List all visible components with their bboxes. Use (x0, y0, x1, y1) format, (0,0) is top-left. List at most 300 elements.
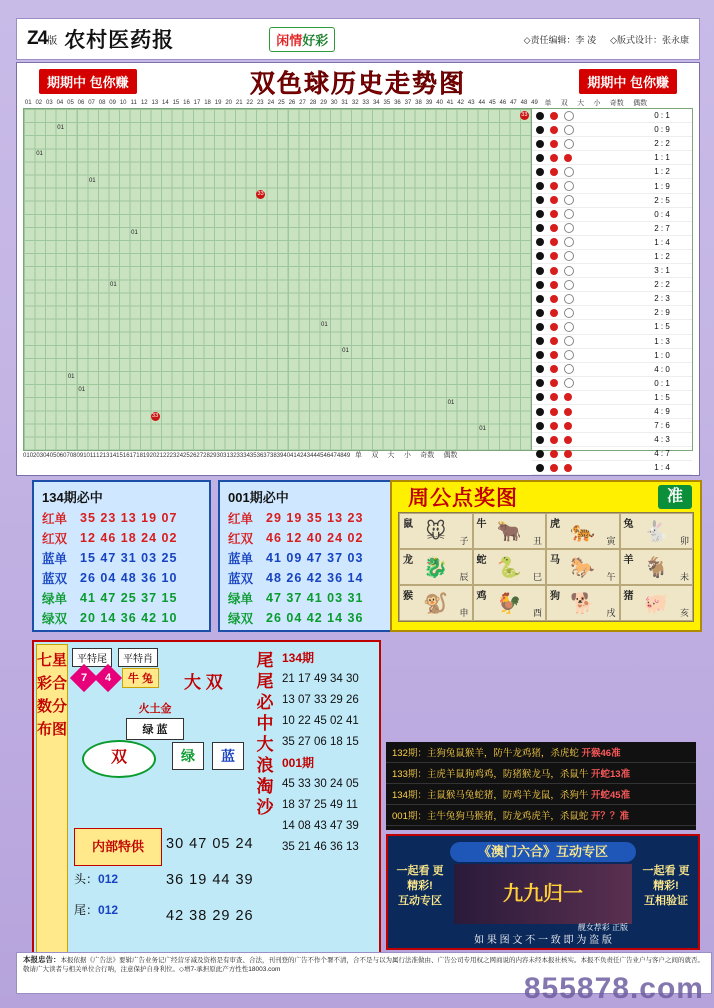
zodiac-panel (390, 480, 702, 632)
number-row (220, 528, 395, 548)
accuracy-badge: 准 (658, 485, 692, 509)
odd-even-value: 1 : 2 (654, 251, 670, 261)
zodiac-branch: 未 (679, 572, 689, 582)
watermark: 855878.com (523, 972, 704, 1005)
odd-even-value: 7 : 6 (654, 421, 670, 431)
grid-col-label-12: 12 (140, 100, 148, 106)
stat-dot-icon (564, 111, 574, 121)
grid-mark: 01 (88, 177, 96, 184)
banner-right-slogan: 期期中 包你赚 (579, 69, 677, 94)
da-label: 大 (184, 673, 201, 692)
stat-row (532, 391, 692, 405)
number-row (34, 588, 209, 608)
diamond-numbers (74, 668, 159, 688)
odd-even-value: 1 : 2 (654, 167, 670, 177)
stat-dots (532, 251, 632, 261)
head-label: 头： (74, 872, 99, 886)
tip-row (386, 805, 696, 826)
stat-dot-icon (550, 154, 558, 162)
grid-col-label-46: 46 (323, 453, 331, 459)
grid-mark: 01 (36, 151, 43, 158)
stat-dots (532, 364, 632, 374)
chip-ping-te-xiao: 平特肖 (118, 648, 158, 667)
stat-dot-icon (550, 238, 558, 246)
zodiac-cell-辰 (399, 549, 473, 585)
stat-dot-icon (550, 252, 558, 260)
tail-value: 012 (98, 903, 119, 917)
grid-col-label-45: 45 (488, 100, 496, 106)
zodiac-branch: 卯 (679, 536, 689, 546)
stat-row (532, 151, 692, 165)
stat-dot-icon (550, 422, 558, 430)
stat-dots (532, 436, 632, 444)
element-colors: 绿 蓝 (126, 718, 184, 740)
stat-row (532, 335, 692, 349)
grid-col-label-49: 49 (531, 100, 538, 106)
ad-center-sub: 靓女荐彩 正版 (577, 923, 628, 932)
stat-row (532, 208, 692, 222)
element-label: 火土金 (138, 703, 172, 715)
zodiac-branch: 戌 (606, 608, 616, 618)
masthead-credits (524, 33, 689, 46)
grid-col-label-05: 05 (67, 100, 74, 106)
grid-col-label-31: 31 (223, 453, 230, 459)
grid-col-label-29: 29 (320, 100, 327, 106)
stat-dot-icon (550, 168, 558, 176)
stat-row (532, 377, 692, 391)
stat-dot-icon (550, 182, 558, 190)
stat-dots (532, 266, 632, 276)
stat-dot-icon (550, 196, 558, 204)
stat-dot-icon (564, 450, 572, 458)
zodiac-icon: 🐕 (570, 592, 596, 615)
paper-name: 农村医药报 (64, 29, 175, 52)
nums-134-1: 13 07 33 29 26 (282, 694, 359, 706)
odd-even-value: 0 : 4 (654, 209, 670, 219)
grid-col-label-10: 10 (119, 100, 127, 106)
odd-even-value: 1 : 4 (654, 463, 670, 473)
section-badge-left: 闲情 (276, 32, 303, 48)
stat-row (532, 179, 692, 193)
stat-dot-icon (550, 295, 558, 303)
number-row-label: 红单 (42, 512, 68, 526)
grid-mark: 01 (67, 374, 75, 380)
stat-row (532, 278, 692, 292)
grid-col-label-04: 04 (56, 100, 64, 106)
zodiac-cell-子 (399, 513, 473, 549)
grid-col-label-30: 30 (216, 453, 224, 459)
tail-label: 尾： (74, 903, 99, 917)
tip-result: 开猴46准 (581, 748, 621, 759)
number-row-label: 蓝单 (228, 552, 254, 566)
stat-dot-icon (536, 422, 544, 430)
grid-col-label-41: 41 (290, 453, 297, 459)
chip-ping-te-wei: 平特尾 (72, 648, 112, 667)
grid-ball: 33 (521, 112, 528, 118)
grid-col-label-19: 19 (142, 453, 150, 459)
grid-header-row (23, 99, 693, 108)
grid-mark: 01 (131, 229, 138, 236)
number-row-label: 绿双 (42, 612, 68, 626)
ad-right-slogan: 一起看 更精彩! (642, 865, 690, 892)
grid-tail-label: 双 (560, 100, 568, 107)
nums-001-0: 45 33 30 24 05 (282, 778, 359, 790)
ad-footer-note: 如 果 图 文 不 一 致 即 为 盗 版 (474, 935, 612, 946)
zodiac-icon: 🐎 (570, 556, 596, 579)
odd-even-value: 0 : 9 (654, 125, 670, 135)
odd-even-value: 2 : 9 (654, 308, 670, 318)
zodiac-icon: 🐐 (643, 556, 669, 579)
grid-col-label-14: 14 (109, 453, 117, 459)
grid-col-label-18: 18 (136, 453, 143, 459)
stat-dot-icon (564, 464, 572, 472)
zodiac-name: 牛 (476, 519, 487, 530)
stat-dot-icon (564, 422, 572, 430)
head-value: 012 (98, 872, 119, 886)
tip-text: 001期：主牛兔狗马猴猪，防龙鸡虎羊，杀鼠蛇 (392, 811, 589, 822)
stat-dot-icon (564, 336, 574, 346)
grid-mark: 01 (321, 321, 328, 328)
box-001-title: 001期必中 (228, 490, 289, 505)
odd-even-value: 2 : 5 (654, 195, 670, 205)
number-row-label: 绿双 (228, 612, 254, 626)
stat-dot-icon (536, 436, 544, 444)
grid-col-label-02: 02 (35, 100, 43, 106)
number-row-value: 12 46 18 24 02 (80, 531, 178, 545)
zodiac-cell-寅 (546, 513, 620, 549)
number-row-value: 46 12 40 24 02 (266, 531, 364, 545)
number-row-label: 红双 (42, 532, 68, 546)
period-134-tag: 134期 (282, 651, 315, 665)
inner-supply-label: 内部特供 (74, 828, 162, 866)
zodiac-name: 虎 (550, 519, 560, 530)
stat-dots (532, 464, 632, 472)
grid-col-label-24: 24 (176, 453, 184, 459)
stat-dots (532, 237, 632, 247)
grid-col-label-18: 18 (204, 100, 211, 106)
stat-dots (532, 294, 632, 304)
grid-col-label-30: 30 (330, 100, 338, 106)
stat-dots (532, 195, 632, 205)
edition-suffix: 版 (47, 36, 57, 47)
number-row-label: 绿单 (228, 592, 254, 606)
stat-dot-icon (564, 378, 574, 388)
zodiac-branch: 亥 (679, 608, 689, 618)
stat-dot-icon (536, 210, 544, 218)
number-row-label: 蓝双 (228, 572, 254, 586)
mid-section (16, 480, 698, 630)
grid-col-label-09: 09 (109, 100, 116, 106)
ad-left-slogan: 一起看 更精彩! (396, 865, 444, 892)
stat-dot-icon (536, 295, 544, 303)
grid-col-label-11: 11 (130, 100, 137, 106)
grid-col-label-40: 40 (436, 100, 443, 106)
zodiac-branch: 辰 (459, 572, 469, 582)
stat-dot-icon (564, 125, 574, 135)
box-134-rows (34, 508, 209, 628)
zodiac-branch: 酉 (532, 608, 542, 618)
stat-row (532, 433, 692, 447)
stat-dot-icon (564, 294, 574, 304)
zodiac-icon: 🐒 (423, 592, 449, 615)
grid-col-label-12: 12 (96, 453, 103, 459)
tip-text: 133期：主虎羊鼠狗鸡鸡，防猪猴龙马，杀鼠牛 (392, 769, 589, 780)
zodiac-icon: 🐅 (570, 520, 596, 543)
grid-col-label-04: 04 (43, 453, 50, 459)
zodiac-name: 鸡 (476, 591, 487, 602)
diamond-2 (94, 664, 122, 692)
stat-dots (532, 393, 632, 401)
grid-col-label-26: 26 (189, 453, 197, 459)
grid-col-label-08: 08 (98, 100, 106, 106)
stat-dot-icon (564, 436, 572, 444)
stat-dot-icon (564, 350, 574, 360)
grid-tail-label: 大 (387, 452, 395, 459)
number-row-value: 41 47 25 37 15 (80, 591, 178, 605)
stat-dot-icon (536, 309, 544, 317)
grid-col-label-15: 15 (172, 100, 180, 106)
stat-dots (532, 111, 632, 121)
grid-col-label-48: 48 (336, 453, 344, 459)
da-shuang-label (184, 668, 223, 693)
zodiac-name: 马 (550, 555, 560, 566)
ad-box[interactable] (386, 834, 700, 950)
stat-dot-icon (550, 140, 558, 148)
grid-tail-label: 偶数 (633, 100, 648, 107)
number-row-value: 35 23 13 19 07 (80, 511, 178, 525)
grid-col-label-33: 33 (362, 100, 370, 106)
zodiac-cell-卯 (620, 513, 694, 549)
stat-dot-icon (536, 224, 544, 232)
zodiac-grid (398, 512, 694, 622)
seven-star-title: 七星彩合数分布图 (36, 644, 68, 954)
stat-dot-icon (564, 393, 572, 401)
stat-dot-icon (536, 351, 544, 359)
oval-shuang: 双 (82, 740, 156, 778)
grid-col-label-32: 32 (229, 453, 237, 459)
stat-dot-icon (536, 379, 544, 387)
grid-col-label-20: 20 (149, 453, 157, 459)
ad-left-text (392, 864, 448, 909)
stat-dots (532, 139, 632, 149)
zodiac-cell-巳 (473, 549, 547, 585)
grid-col-label-22: 22 (162, 453, 170, 459)
odd-even-value: 1 : 3 (654, 336, 670, 346)
stat-dots (532, 378, 632, 388)
grid-col-label-24: 24 (267, 100, 275, 106)
stat-dot-icon (564, 167, 574, 177)
number-row-label: 绿单 (42, 592, 68, 606)
stat-row (532, 349, 692, 363)
stat-dot-icon (550, 337, 558, 345)
stat-dot-icon (536, 140, 544, 148)
green-box: 绿 (172, 742, 204, 770)
section-badge (269, 27, 335, 52)
stat-dot-icon (564, 154, 572, 162)
zodiac-branch: 寅 (606, 536, 616, 546)
stat-dot-icon (550, 126, 558, 134)
big-row-0: 30 47 05 24 (166, 836, 254, 852)
grid-tail-label: 双 (371, 452, 379, 459)
odd-even-value: 3 : 1 (654, 266, 670, 276)
stat-dot-icon (564, 322, 574, 332)
seven-star-box (32, 640, 381, 954)
grid-col-label-48: 48 (520, 100, 528, 106)
element-block (126, 700, 184, 740)
box-001 (218, 480, 397, 632)
stat-row (532, 363, 692, 377)
grid-tail-label: 奇数 (609, 100, 624, 107)
grid-mark: 01 (78, 387, 86, 394)
grid-tail-label: 单 (544, 100, 552, 107)
grid-col-label-35: 35 (249, 453, 257, 459)
stat-dot-icon (564, 237, 574, 247)
grid-tail-label: 偶数 (443, 452, 458, 459)
grid-col-label-44: 44 (478, 100, 486, 106)
grid-col-label-38: 38 (269, 453, 277, 459)
period-001-tag: 001期 (282, 756, 315, 770)
tip-result: 开蛇45准 (591, 790, 631, 801)
number-row-label: 红单 (228, 512, 254, 526)
stat-row (532, 447, 692, 461)
grid-col-label-38: 38 (415, 100, 422, 106)
grid-col-label-44: 44 (310, 453, 317, 459)
chart-panel (16, 62, 700, 476)
stat-dot-icon (536, 408, 544, 416)
stat-dot-icon (536, 196, 544, 204)
zodiac-name: 猪 (623, 591, 634, 602)
diamond-1-value: 7 (80, 672, 88, 684)
tip-result: 开蛇13准 (591, 769, 631, 780)
stat-row (532, 405, 692, 419)
stat-dot-icon (536, 464, 544, 472)
grid-col-label-39: 39 (425, 100, 433, 106)
stat-row (532, 320, 692, 334)
grid-col-label-03: 03 (36, 453, 44, 459)
stat-dot-icon (536, 126, 544, 134)
stat-dot-icon (564, 364, 574, 374)
box-001-rows (220, 508, 395, 628)
grid-col-label-47: 47 (330, 453, 337, 459)
nums-134-0: 21 17 49 34 30 (282, 673, 359, 685)
stat-dots (532, 422, 632, 430)
ad-left-tag: 互动专区 (398, 895, 442, 907)
grid-mark: 01 (110, 282, 117, 289)
vertical-slogan: 尾尾必中大浪淘沙 (256, 651, 274, 817)
edition-code: Z4 (27, 28, 48, 49)
grid-col-label-23: 23 (256, 100, 264, 106)
zodiac-name: 猴 (403, 591, 413, 602)
zodiac-icon: 🐭 (425, 520, 447, 543)
zodiac-name: 蛇 (476, 555, 487, 566)
number-row (220, 568, 395, 588)
stat-row (532, 419, 692, 433)
grid-col-label-23: 23 (169, 453, 177, 459)
grid-col-label-13: 13 (151, 100, 159, 106)
stat-dot-icon (550, 309, 558, 317)
ad-right-tag: 互相验证 (644, 895, 688, 907)
stat-dot-icon (536, 112, 544, 120)
grid-col-label-20: 20 (225, 100, 232, 106)
grid-col-label-19: 19 (214, 100, 222, 106)
grid-col-label-45: 45 (316, 453, 324, 459)
zodiac-cell-戌 (546, 585, 620, 621)
grid-cells[interactable] (23, 108, 532, 451)
grid-col-label-05: 05 (49, 453, 57, 459)
stat-dot-icon (536, 238, 544, 246)
odd-even-value: 1 : 0 (654, 350, 670, 360)
grid-ball: 33 (152, 413, 159, 420)
number-row-value: 15 47 31 03 25 (80, 551, 178, 565)
tip-text: 132期：主狗兔鼠猴羊，防牛龙鸡猪，杀虎蛇 (392, 748, 579, 759)
masthead (16, 18, 700, 60)
number-row-value: 26 04 42 14 36 (266, 611, 364, 625)
stat-row (532, 306, 692, 320)
number-row-label: 蓝双 (42, 572, 68, 586)
stat-dots (532, 223, 632, 233)
stat-dot-icon (550, 365, 558, 373)
stat-dot-icon (550, 323, 558, 331)
zodiac-cell-未 (620, 549, 694, 585)
grid-col-label-14: 14 (162, 100, 169, 106)
grid-col-label-02: 02 (29, 453, 37, 459)
zodiac-branch: 申 (459, 608, 469, 618)
grid-col-label-01: 01 (24, 100, 32, 106)
chart-grid (23, 99, 693, 473)
grid-col-label-46: 46 (499, 100, 507, 106)
grid-col-label-49: 49 (343, 453, 351, 459)
zodiac-panel-title: 周公点奖图 (408, 487, 518, 510)
big-row-1: 36 19 44 39 (166, 872, 254, 888)
odd-even-value: 1 : 5 (654, 392, 670, 402)
number-row (220, 588, 395, 608)
zodiac-name: 羊 (623, 555, 634, 566)
zodiac-icon: 🐖 (643, 592, 669, 615)
grid-col-label-13: 13 (102, 453, 110, 459)
stat-row (532, 222, 692, 236)
zodiac-panel-head (392, 482, 700, 512)
number-row-value: 20 14 36 42 10 (80, 611, 178, 625)
diamond-2-value: 4 (104, 672, 112, 684)
grid-col-label-37: 37 (263, 453, 270, 459)
grid-col-label-37: 37 (404, 100, 412, 106)
grid-tail-labels (540, 99, 652, 108)
footer-bold-label: 本报忠告： (23, 955, 61, 964)
section-badge-right: 好彩 (302, 32, 329, 48)
zodiac-icon: 🐇 (643, 520, 669, 543)
grid-col-label-26: 26 (288, 100, 296, 106)
grid-tail-label: 小 (593, 100, 601, 107)
grid-col-label-27: 27 (299, 100, 306, 106)
grid-col-label-21: 21 (235, 100, 243, 106)
stat-dots (532, 322, 632, 332)
stat-dot-icon (564, 139, 574, 149)
stat-row (532, 264, 692, 278)
grid-tail-label: 大 (577, 100, 585, 107)
tip-row (386, 784, 696, 805)
stat-dot-icon (550, 393, 558, 401)
grid-col-label-16: 16 (122, 453, 130, 459)
box-134-title: 134期必中 (42, 490, 103, 505)
stat-dot-icon (550, 464, 558, 472)
grid-col-label-16: 16 (183, 100, 190, 106)
nums-001-1: 18 37 25 49 11 (282, 799, 358, 811)
odd-even-value: 0 : 1 (654, 111, 670, 121)
zodiac-cell-丑 (473, 513, 547, 549)
stat-dot-icon (536, 154, 544, 162)
stat-row (532, 292, 692, 306)
edition-label (27, 28, 56, 50)
